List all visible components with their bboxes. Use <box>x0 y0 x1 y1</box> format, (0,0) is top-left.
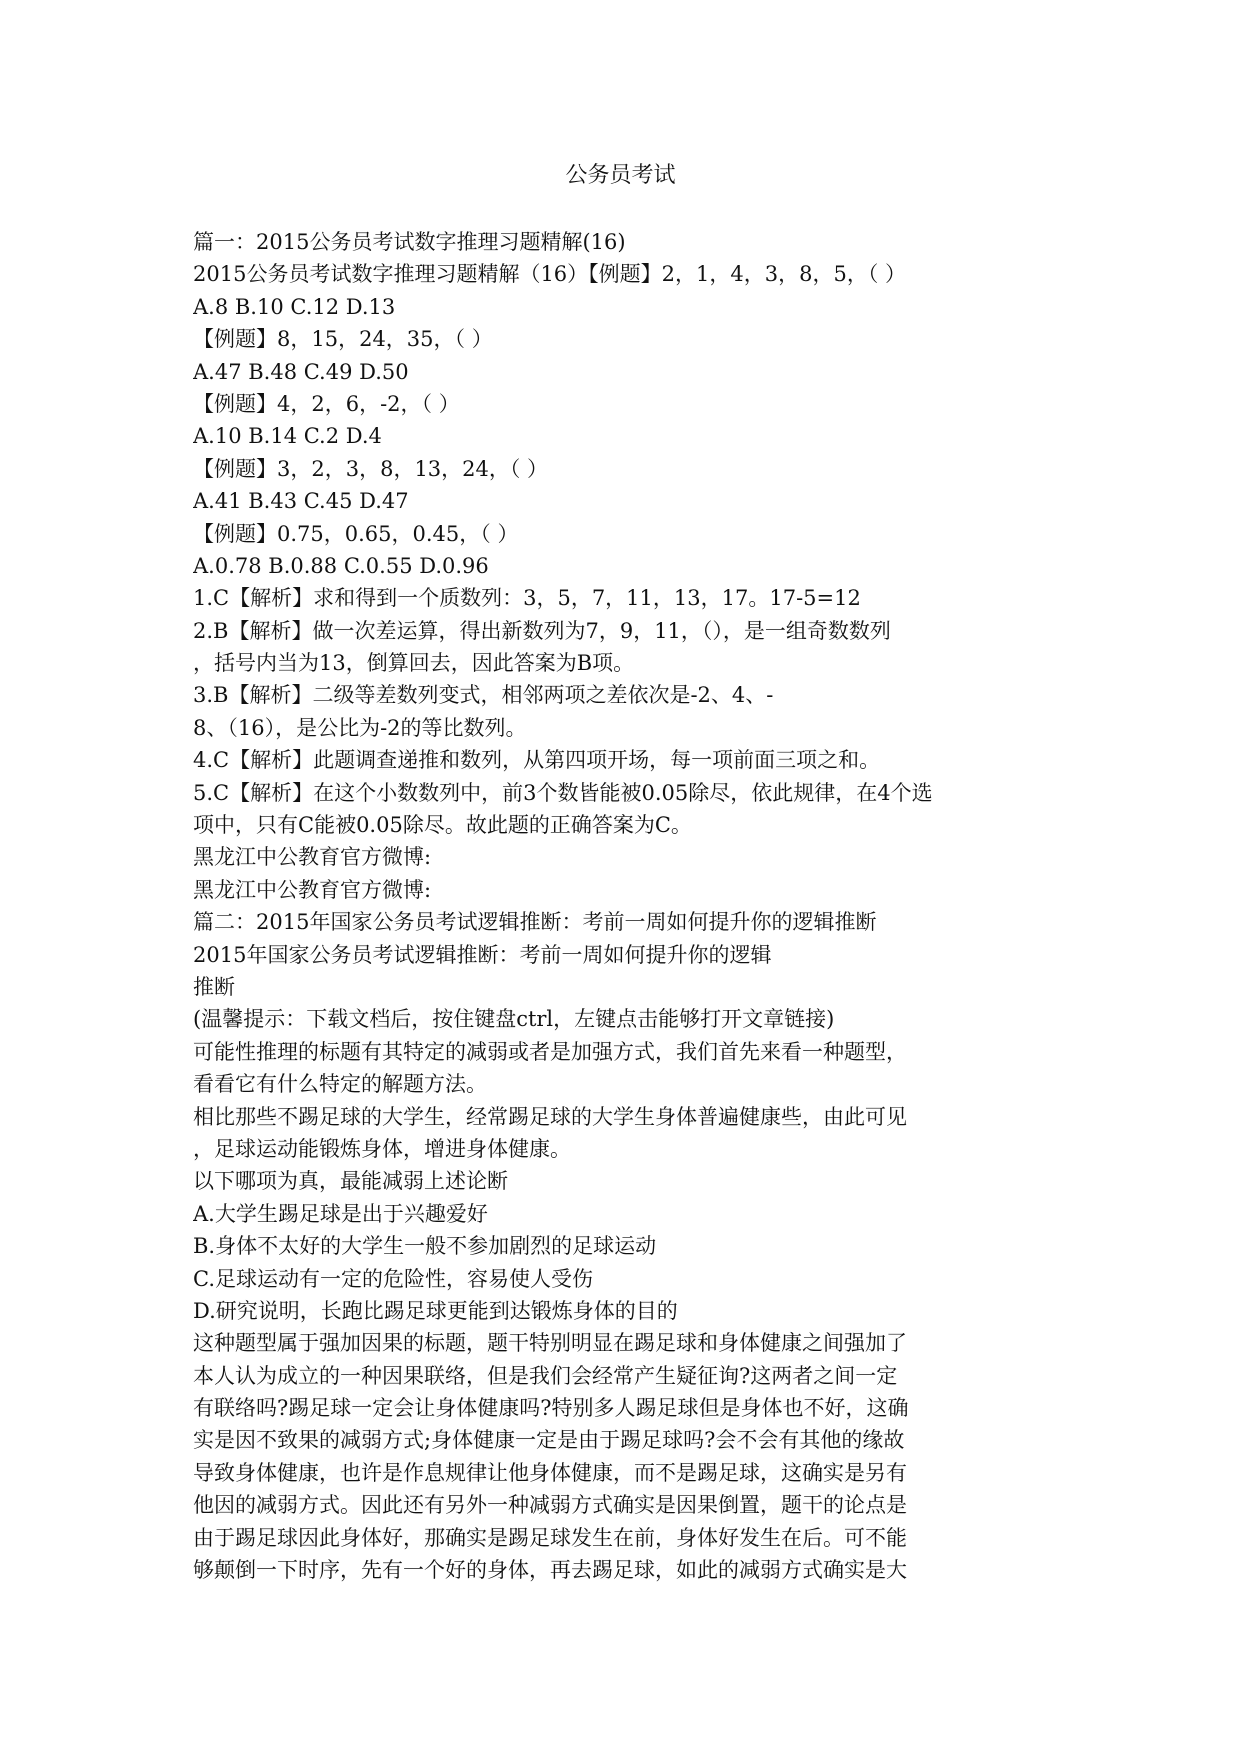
text-line: 这种题型属于强加因果的标题，题干特别明显在踢足球和身体健康之间强加了 <box>193 1331 907 1356</box>
text-line: ，足球运动能锻炼身体，增进身体健康。 <box>193 1136 571 1161</box>
text-line: 推断 <box>193 974 235 999</box>
text-line: 5.C【解析】在这个小数数列中，前3个数皆能被0.05除尽，依此规律，在4个选 <box>193 780 933 805</box>
text-line: (温馨提示：下载文档后，按住键盘ctrl，左键点击能够打开文章链接) <box>193 1007 835 1032</box>
text-line: 2015公务员考试数字推理习题精解（16）【例题】2，1，4，3，8，5，（ ） <box>193 262 907 287</box>
text-line: C.足球运动有一定的危险性，容易使人受伤 <box>193 1266 593 1291</box>
text-line: 可能性推理的标题有其特定的减弱或者是加强方式，我们首先来看一种题型， <box>193 1039 907 1064</box>
text-line: 2015年国家公务员考试逻辑推断：考前一周如何提升你的逻辑 <box>193 942 772 967</box>
text-line: 看看它有什么特定的解题方法。 <box>193 1072 487 1097</box>
document-body <box>193 226 1063 1586</box>
text-line: 相比那些不踢足球的大学生，经常踢足球的大学生身体普遍健康些，由此可见 <box>193 1104 907 1129</box>
text-line: A.8 B.10 C.12 D.13 <box>193 294 396 319</box>
text-line: 【例题】0.75，0.65，0.45，（ ） <box>193 521 519 546</box>
text-line: A.41 B.43 C.45 D.47 <box>193 489 409 514</box>
text-line: 黑龙江中公教育官方微博: <box>193 877 432 902</box>
text-line: 3.B【解析】二级等差数列变式，相邻两项之差依次是-2、4、- <box>193 683 774 708</box>
text-line: 由于踢足球因此身体好，那确实是踢足球发生在前，身体好发生在后。可不能 <box>193 1525 907 1550</box>
text-line: 有联络吗?踢足球一定会让身体健康吗?特别多人踢足球但是身体也不好，这确 <box>193 1396 909 1421</box>
text-line: 以下哪项为真，最能减弱上述论断 <box>193 1169 508 1194</box>
text-line: 项中，只有C能被0.05除尽。故此题的正确答案为C。 <box>193 813 692 838</box>
text-line: A.10 B.14 C.2 D.4 <box>193 424 382 449</box>
text-line: 篇二：2015年国家公务员考试逻辑推断：考前一周如何提升你的逻辑推断 <box>193 910 877 935</box>
text-line: 本人认为成立的一种因果联络，但是我们会经常产生疑征询?这两者之间一定 <box>193 1363 898 1388</box>
text-line: ，括号内当为13，倒算回去，因此答案为B项。 <box>193 651 635 676</box>
text-line: 2.B【解析】做一次差运算，得出新数列为7，9，11，（），是一组奇数数列 <box>193 618 891 643</box>
document-title: 公务员考试 <box>565 163 676 188</box>
text-line: B.身体不太好的大学生一般不参加剧烈的足球运动 <box>193 1234 657 1259</box>
text-line: 【例题】3，2，3，8，13，24，（ ） <box>193 456 549 481</box>
text-line: 【例题】4，2，6，-2，（ ） <box>193 391 460 416</box>
text-line: 黑龙江中公教育官方微博: <box>193 845 432 870</box>
text-line: 4.C【解析】此题调查递推和数列，从第四项开场，每一项前面三项之和。 <box>193 748 881 773</box>
text-line: 【例题】8，15，24，35，（ ） <box>193 327 493 352</box>
text-line: D.研究说明，长跑比踢足球更能到达锻炼身体的目的 <box>193 1298 678 1323</box>
text-line: 8、（16），是公比为-2的等比数列。 <box>193 715 527 740</box>
text-line: 够颠倒一下时序，先有一个好的身体，再去踢足球，如此的减弱方式确实是大 <box>193 1558 907 1583</box>
text-line: A.大学生踢足球是出于兴趣爱好 <box>193 1201 488 1226</box>
text-line: 导致身体健康，也许是作息规律让他身体健康，而不是踢足球，这确实是另有 <box>193 1460 907 1485</box>
text-line: 篇一：2015公务员考试数字推理习题精解(16) <box>193 230 626 254</box>
text-line: A.47 B.48 C.49 D.50 <box>193 359 409 384</box>
text-line: 他因的减弱方式。因此还有另外一种减弱方式确实是因果倒置，题干的论点是 <box>193 1493 907 1518</box>
text-line: 实是因不致果的减弱方式;身体健康一定是由于踢足球吗?会不会有其他的缘故 <box>193 1428 905 1453</box>
text-line: A.0.78 B.0.88 C.0.55 D.0.96 <box>193 553 489 578</box>
text-line: 1.C【解析】求和得到一个质数列：3，5，7，11，13，17。17-5=12 <box>193 586 861 611</box>
